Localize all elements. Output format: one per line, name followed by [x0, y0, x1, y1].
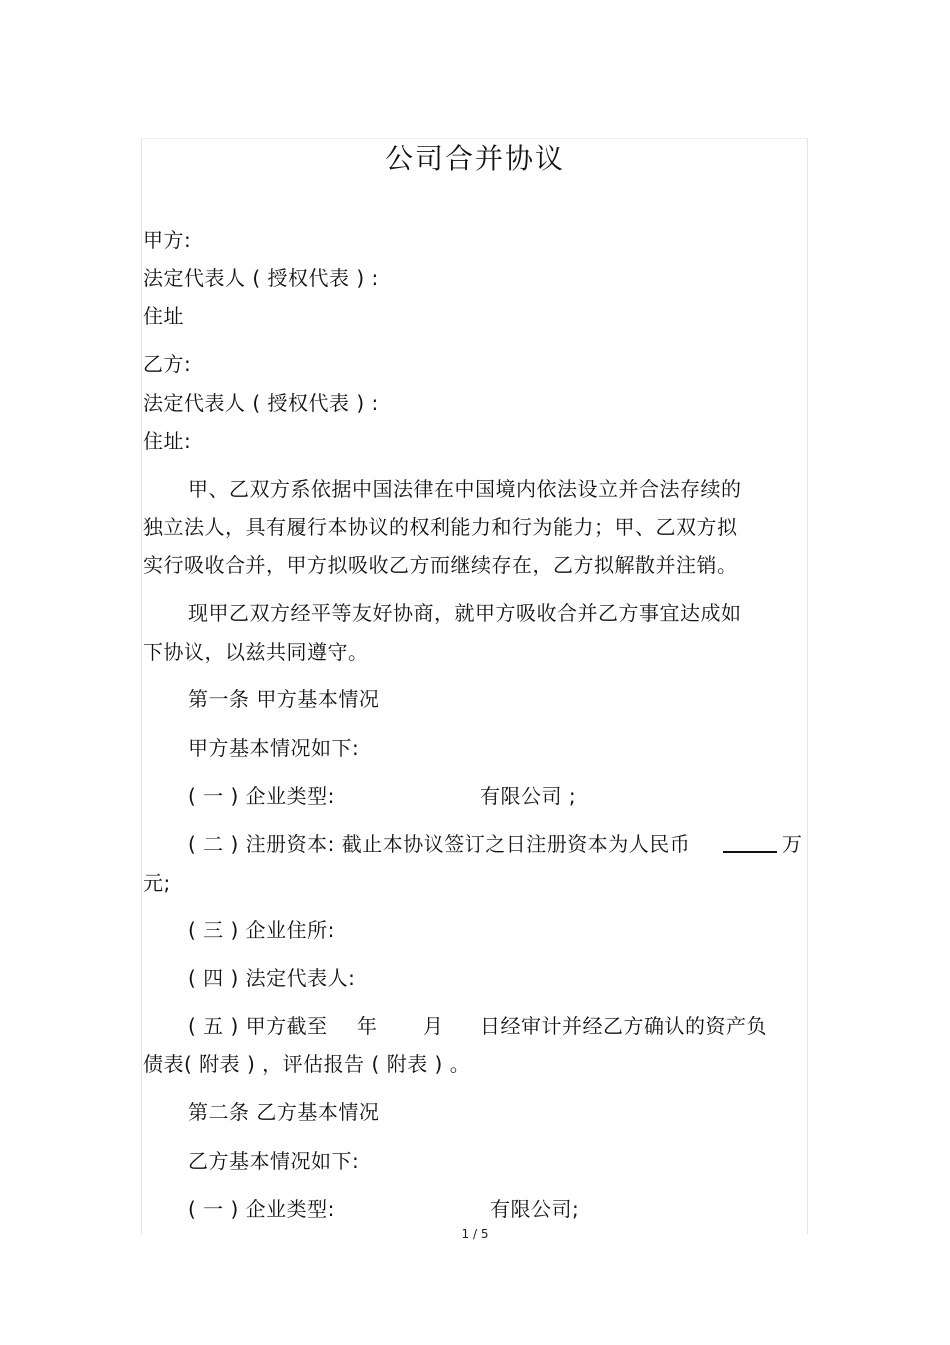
article1-item5-year: 年	[357, 1014, 378, 1038]
article1-item2-unit: 万	[782, 832, 803, 856]
party-b-address: 住址:	[143, 429, 192, 453]
article1-item5-month: 月	[423, 1014, 444, 1038]
party-b-representative: 法定代表人 ( 授权代表 ) :	[143, 391, 379, 415]
preamble-p2-line2: 下协议，以兹共同遵守。	[143, 640, 369, 664]
preamble-p1-line3: 实行吸收合并，甲方拟吸收乙方而继续存在，乙方拟解散并注销。	[143, 553, 738, 577]
preamble-p1-line1: 甲、乙双方系依据中国法律在中国境内依法设立并合法存续的	[188, 477, 742, 501]
party-a-representative: 法定代表人 ( 授权代表 ) :	[143, 266, 379, 290]
article1-item1-label: ( 一 ) 企业类型:	[188, 784, 335, 808]
article2-item1-label: ( 一 ) 企业类型:	[188, 1197, 335, 1221]
article1-item5-rest: 日经审计并经乙方确认的资产负	[480, 1014, 767, 1038]
article1-item5-prefix: ( 五 ) 甲方截至	[188, 1014, 328, 1038]
article1-item2-text: ( 二 ) 注册资本: 截止本协议签订之日注册资本为人民币	[188, 832, 691, 856]
article1-item2-cont: 元;	[143, 871, 171, 895]
article1-item3: ( 三 ) 企业住所:	[188, 918, 335, 942]
article1-item1-value: 有限公司 ;	[480, 784, 577, 808]
article2-intro: 乙方基本情况如下:	[188, 1149, 360, 1173]
page-number: 1 / 5	[461, 1227, 489, 1241]
party-a-label: 甲方:	[143, 228, 192, 252]
article1-heading: 第一条 甲方基本情况	[188, 687, 380, 711]
article1-item5-cont: 债表( 附表 ) ，评估报告 ( 附表 ) 。	[143, 1052, 471, 1076]
preamble-p1-line2: 独立法人，具有履行本协议的权利能力和行为能力；甲、乙双方拟	[143, 515, 738, 539]
article1-item4: ( 四 ) 法定代表人:	[188, 966, 356, 990]
preamble-p2-line1: 现甲乙双方经平等友好协商，就甲方吸收合并乙方事宜达成如	[188, 601, 742, 625]
party-b-label: 乙方:	[143, 352, 192, 376]
article2-heading: 第二条 乙方基本情况	[188, 1100, 380, 1124]
document-title: 公司合并协议	[384, 142, 565, 175]
blank-underline	[723, 851, 777, 853]
article1-intro: 甲方基本情况如下:	[188, 736, 360, 760]
article2-item1-value: 有限公司;	[490, 1197, 580, 1221]
party-a-address: 住址	[143, 304, 184, 328]
